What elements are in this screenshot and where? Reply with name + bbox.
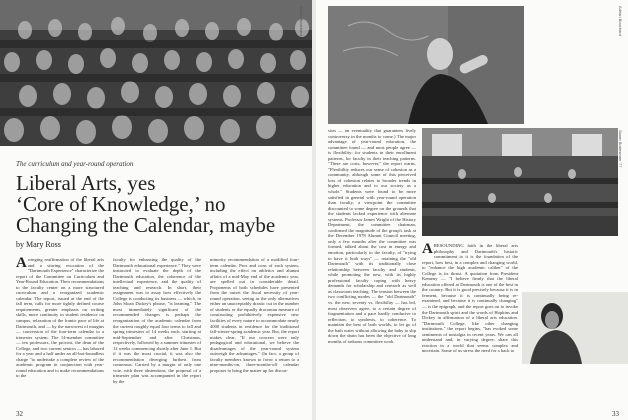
drop-cap: A bbox=[16, 257, 27, 271]
column-text: faculty for enhancing the quality of the Dartmouth educational experience." They were instructed to evaluate the depth of the Dartmouth education, the coherence of the intellectual experience, and the quality of teaching and research. In short, their assignment was to assay how effectively the College is conducting its business — which, in John Sloan Dickey's phrase, "is learning." The most immediately significant of the recommended changes is perhaps the reorganization of the academic calendar from the current roughly equal four terms to fall and spring trimesters of 14 weeks each, starting at mid-September and after Christmas, respectively, followed by a summer trimester of 12 weeks commencing shortly after June 1. But if it was the most crucial, it was also the recommendation diverging furthest from consensus. Carried by a margin of only one vote, with three abstentions, the proposal of a trimester plan was accompanied in the report by the bbox=[113, 257, 201, 385]
headline bbox=[16, 173, 301, 236]
drop-cap: A bbox=[422, 243, 433, 257]
photo-credit-mid: Stuart Bratesman '77 bbox=[618, 130, 623, 168]
left-page bbox=[0, 0, 312, 420]
professor-photo-image bbox=[328, 6, 524, 124]
right-page bbox=[316, 0, 628, 420]
left-column-1 bbox=[16, 257, 104, 409]
professor-photo bbox=[328, 6, 524, 124]
headline-line: ‘Core of Knowledge,’ no bbox=[16, 192, 226, 216]
left-column-2 bbox=[113, 257, 201, 409]
kicker: The curriculum and year-round operation bbox=[16, 160, 134, 168]
photo-credit: Adrian Bouchard bbox=[299, 6, 304, 36]
library-photo-image bbox=[422, 128, 618, 236]
audience-photo-image bbox=[0, 0, 312, 146]
column-text: minority recommendation of a modified four-term calendar. Pros and cons of each system, including the effect on athletics and alumni affairs of a mid-May end of the academic year, are spelled out in considerable detail. Proponents of both schedules have presented from the outset the fiscal necessity of year-round operation, seeing as the only alternatives either an unacceptably drastic cut in the number of students or the equally draconian measure of constructing prohibitively expensive new facilities of every nature to accommodate nearly 4000 students in residence for the traditional fall-winter-spring academic year. But, the report makes clear, "If our concern were only pedagogical and educational, we believe the disadvantages of the year-round system outweigh the advantages." (In fact, a group of faculty members known to favor a return to a nine-months-on, three-months-off calendar proposes to bring the matter up for discus- bbox=[210, 257, 299, 373]
byline: by Mary Ross bbox=[16, 240, 61, 249]
page-number-left: 32 bbox=[16, 410, 23, 418]
right-column-2 bbox=[422, 243, 518, 410]
headline-line: Liberal Arts, yes bbox=[16, 171, 156, 195]
column-text: RESOUNDING faith in the liberal arts philosophy and Dartmouth's historic commitment to it is the foundation of the report, how best, in a complex and changing world, to "enhance the high academic caliber" of the College is its thrust. A quotation from President Kemeny — "I believe firmly that the liberal education offered at Dartmouth is one of the best in the country. But it is good precisely because it is in ferment, because it is continually being re-examined, and because it is continually changing" — is the epigraph, and the report goes on to invoke the Dartmouth spirit and the words of Hopkins and Dickey in affirmation of a liberal arts education. "Dartmouth College, like other changing institutions," the report begins, "has evoked some sentiments of nostalgia in recent years. We can all understand and, in varying degree, share this reaction in a world that seems complex and uncertain. Some of us stress the need for a back to bbox=[422, 243, 518, 354]
right-column-1 bbox=[328, 128, 416, 410]
left-column-3 bbox=[210, 257, 299, 409]
student-photo bbox=[522, 292, 628, 364]
student-photo-image bbox=[522, 292, 628, 364]
column-text: sion — an eventuality that guarantees lively controversy in the months to come.) The major advantage of year-round education, the committee found — and most people agree — is flexibility: for students in their enrollment patterns, for faculty in their teaching patterns. "There are costs, however," the report warns. "Flexibility reduces our sense of cohesion as a community, although some of this perceived loss of cohesion relates to broader trends in higher education and to our society as a whole." Students were found to be more satisfied in general with year-round operation than faculty, a viewpoint the committee discounted to some degree on the grounds that the students lacked experience with alternate systems. Professor James Wright of the History Department, the committee chairman, confirmed the magnitude of the group's task at the December 1978 Alumni Council meeting, only a few months after the committee was formed, talked about the cost in energy and emotion, particularly to the faculty, of "trying to have it both ways" — retaining the "old Dartmouth" with its traditionally close relationship between faculty and students, while promoting the new, with its highly professional faculty coping with heavy demands for scholarship and research as well as classroom teaching. The tension between the two conflicting modes — the "old Dartmouth" vs. the new, seventy vs. flexibility — has led, most observers agree, to a certain degree of fragmentation and a pace hardly conducive to reflection, to synthesis, to coherence. To maintain the best of both worlds, to let go of the bath water without allowing the baby to slip down the drain has been the objective of long months of arduous committee work. bbox=[328, 128, 416, 344]
audience-photo bbox=[0, 0, 312, 146]
library-photo bbox=[422, 128, 618, 236]
headline-line: Changing the Calendar, maybe bbox=[16, 213, 276, 237]
page-number-right: 33 bbox=[612, 410, 619, 418]
column-text: rringing reaffirmation of the liberal arts and a stirring evocation of the "Dartmouth Experience" characterize the report of the Committee on Curriculum and Year-Round Education. Their recommendations to the faculty center on a more structured curriculum and a reorganized academic calendar. The report, issued at the end of the fall term, calls for more tightly defined course requirements, greater emphasis on writing skills, more continuity in student residence on campus, relaxation of the frantic pace of life at Dartmouth, and — by the narrowest of margins — conversion of the four-term calendar to a trimester system. The 14-member committee — ten professors, the provost, the dean of the College, and two current seniors — has labored for a year and a half under an all-but-boundless charge "to undertake a complete review of the academic program in conjunction with year-round education and to make recommendations to the bbox=[16, 257, 104, 379]
photo-credit-top: Adrian Bouchard bbox=[618, 6, 623, 36]
